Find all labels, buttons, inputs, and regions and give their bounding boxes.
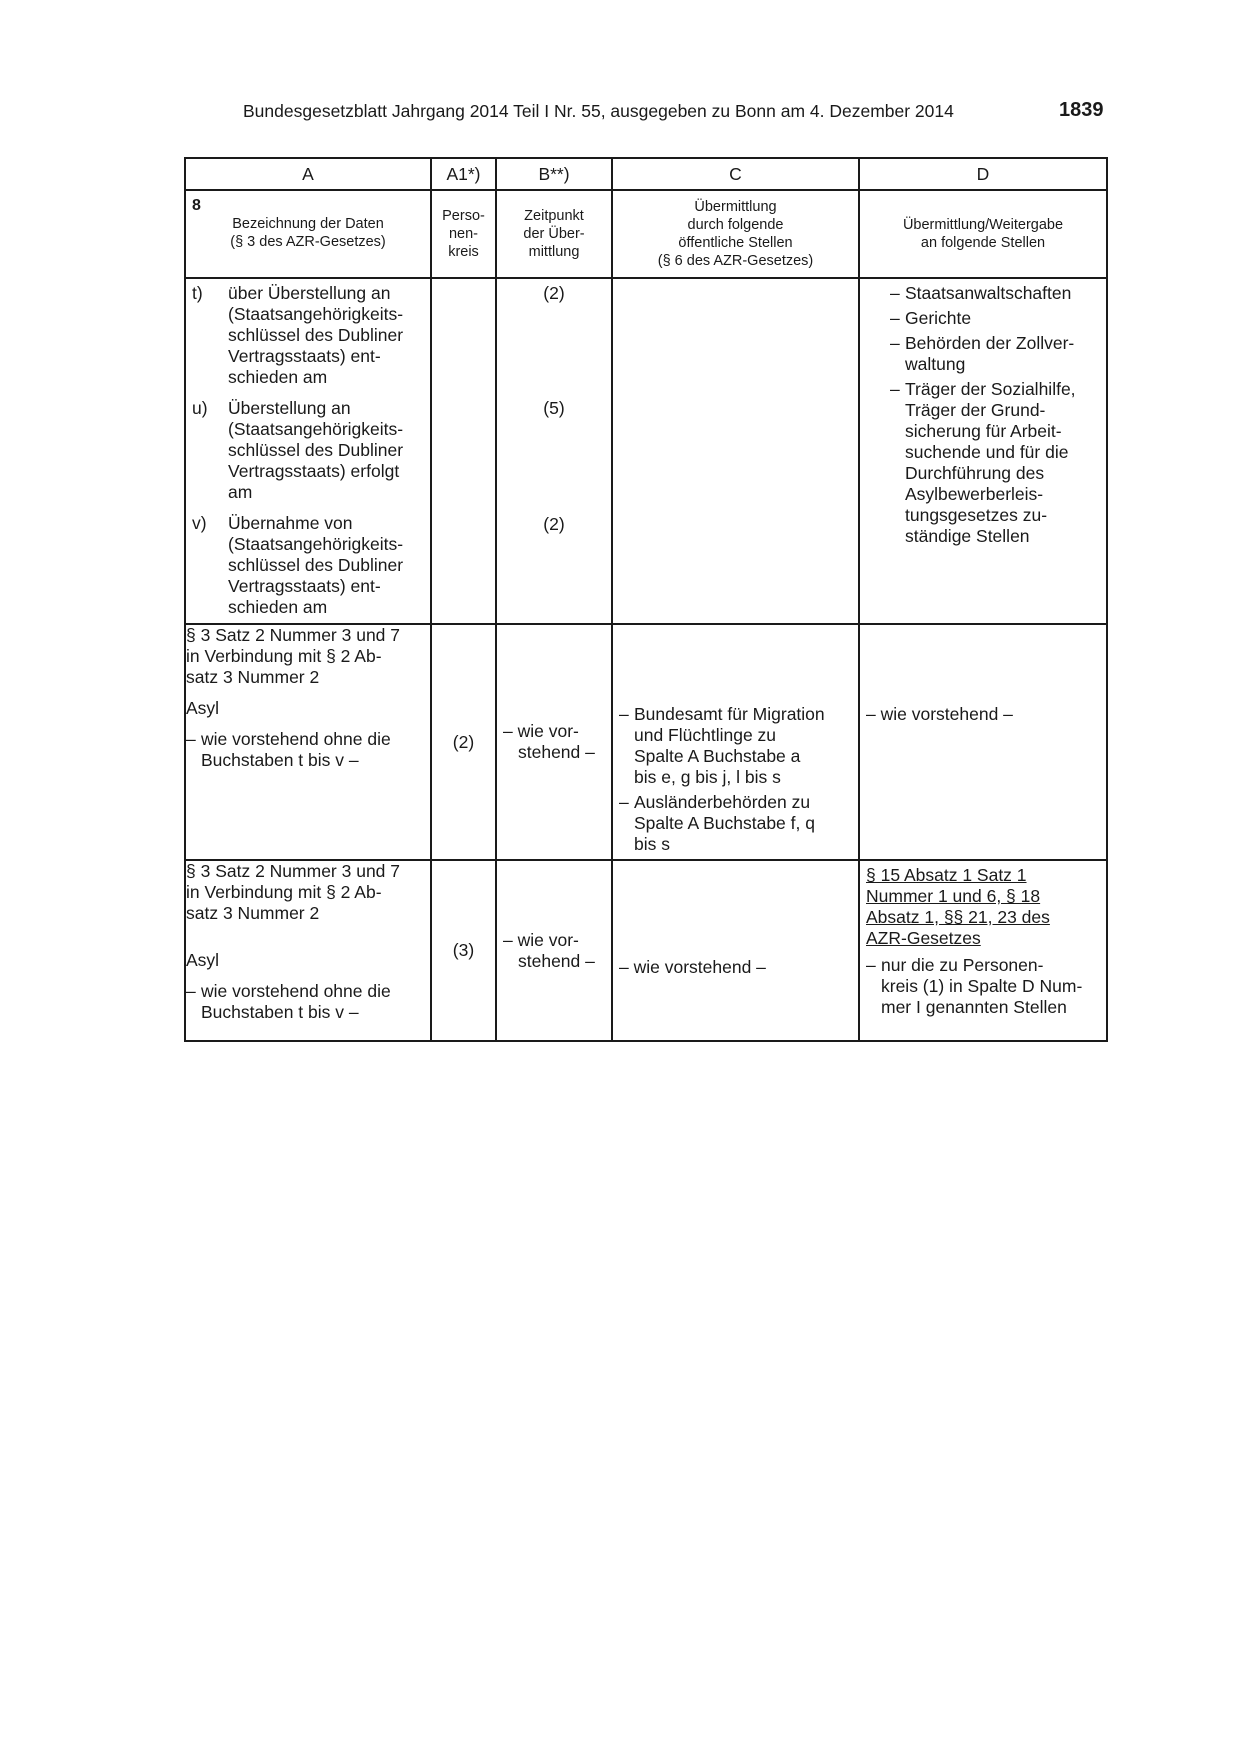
legal-ref-line: § 15 Absatz 1 Satz 1 bbox=[866, 865, 1027, 885]
header-c-line: Übermittlung bbox=[694, 199, 777, 215]
header-a1-line: nen- bbox=[448, 226, 479, 242]
header-a-line: Bezeichnung der Daten bbox=[232, 216, 384, 232]
note: – wie vorstehend ohne die Buchstaben t bis v – bbox=[186, 981, 430, 1023]
note-line: Buchstaben t bis v – bbox=[201, 750, 359, 770]
header-a1-line: Perso- bbox=[442, 208, 485, 224]
authority-line: Spalte A Buchstabe a bbox=[634, 746, 801, 766]
row3-col-a1 bbox=[431, 860, 496, 1041]
item-line: schieden am bbox=[228, 367, 328, 387]
column-header-row bbox=[185, 190, 1107, 278]
authority-line: Spalte A Buchstabe f, q bbox=[634, 813, 815, 833]
item-line: Vertragsstaats) erfolgt bbox=[228, 461, 400, 481]
b-line: – wie vor- bbox=[503, 929, 579, 950]
authority-item: – Ausländerbehörden zu Spalte A Buchstabe f, q bis s bbox=[619, 792, 852, 855]
legal-ref-link bbox=[866, 865, 1100, 949]
recipient-line: Behörden der Zollver- bbox=[905, 333, 1075, 353]
legal-ref-line: AZR-Gesetzes bbox=[866, 928, 981, 948]
table-row-t-v bbox=[185, 278, 1107, 624]
person-group: (3) bbox=[452, 940, 475, 960]
recipient-line: Träger der Grund- bbox=[905, 400, 1046, 420]
item-line: Vertragsstaats) ent- bbox=[228, 346, 381, 366]
row1-col-b bbox=[496, 278, 612, 624]
same-as-above: – wie vorstehend – bbox=[866, 704, 1013, 724]
same-as-above: – wie vorstehend – bbox=[619, 957, 766, 977]
table-row-asyl-3 bbox=[185, 860, 1107, 1041]
recipient-line: waltung bbox=[905, 354, 966, 374]
b-line: – wie vor- bbox=[503, 721, 579, 741]
header-c bbox=[612, 190, 859, 278]
row2-col-d bbox=[859, 624, 1107, 860]
recipient-line: ständige Stellen bbox=[905, 526, 1030, 546]
item-label: v) bbox=[192, 513, 207, 533]
running-title: Bundesgesetzblatt Jahrgang 2014 Teil I Nr. 55, ausgegeben zu Bonn am 4. Dezember 2014 bbox=[243, 101, 954, 121]
list-item-u bbox=[186, 398, 430, 503]
person-group: (2) bbox=[452, 731, 475, 752]
item-line: Vertragsstaats) ent- bbox=[228, 576, 381, 596]
item-line: (Staatsangehörigkeits- bbox=[228, 419, 404, 439]
row1-col-d bbox=[859, 278, 1107, 624]
header-b-line: Zeitpunkt bbox=[524, 208, 584, 224]
recipient-item: – Gerichte bbox=[890, 308, 1100, 329]
note: – wie vorstehend ohne die Buchstaben t bis v – bbox=[186, 729, 430, 771]
item-line: schlüssel des Dubliner bbox=[228, 555, 404, 575]
data-table bbox=[184, 157, 1108, 1042]
header-b-line: der Über- bbox=[523, 226, 585, 242]
recipient-item: – Staatsanwaltschaften bbox=[890, 283, 1100, 304]
header-d bbox=[859, 190, 1107, 278]
item-line: Übernahme von bbox=[228, 513, 353, 533]
legal-ref-line: satz 3 Nummer 2 bbox=[186, 903, 320, 923]
recipient-line: Asylbewerberleis- bbox=[905, 484, 1044, 504]
list-item-v bbox=[186, 513, 430, 618]
b-line: stehend – bbox=[518, 742, 595, 762]
item-line: über Überstellung an bbox=[228, 283, 391, 303]
header-b-line: mittlung bbox=[528, 244, 580, 260]
note: – nur die zu Personen- kreis (1) in Spalte D Num- mer I genannten Stellen bbox=[866, 955, 1100, 1018]
category-title: Asyl bbox=[186, 698, 220, 718]
header-d-line: Übermittlung/Weitergabe bbox=[902, 217, 1064, 233]
recipient-line: Staatsanwaltschaften bbox=[905, 283, 1072, 303]
item-label: u) bbox=[192, 398, 208, 418]
item-line: (Staatsangehörigkeits- bbox=[228, 304, 404, 324]
header-b bbox=[496, 190, 612, 278]
table-row-asyl-2 bbox=[185, 624, 1107, 860]
row3-col-d bbox=[859, 860, 1107, 1041]
b-value-v: (2) bbox=[543, 514, 565, 534]
recipient-line: Durchführung des bbox=[905, 463, 1045, 483]
column-letter-a1: A1*) bbox=[431, 158, 496, 190]
recipient-item: – Träger der Sozialhilfe, Träger der Grund- sicherung für Arbeit- suchende und für die Durchführung des Asylbewerberleis- tungsgesetzes zu- ständige Stellen bbox=[890, 379, 1100, 547]
header-d-line: an folgende Stellen bbox=[920, 235, 1046, 251]
note-line: kreis (1) in Spalte D Num- bbox=[881, 976, 1083, 996]
authority-line: bis e, g bis j, l bis s bbox=[634, 767, 781, 787]
row3-col-a bbox=[185, 860, 431, 1041]
row2-col-a bbox=[185, 624, 431, 860]
header-a1-line: kreis bbox=[448, 244, 479, 260]
page-number: 1839 bbox=[1059, 99, 1104, 121]
authority-line: bis s bbox=[634, 834, 670, 854]
authority-item: – Bundesamt für Migration und Flüchtlinge zu Spalte A Buchstabe a bis e, g bis j, l bis s bbox=[619, 704, 852, 788]
row1-col-c bbox=[612, 278, 859, 624]
row2-col-a1 bbox=[431, 624, 496, 860]
header-c-line: durch folgende bbox=[687, 217, 784, 233]
row1-col-a bbox=[185, 278, 431, 624]
recipient-item: – Behörden der Zollver- waltung bbox=[890, 333, 1100, 375]
b-line: stehend – bbox=[518, 950, 595, 971]
item-line: am bbox=[228, 482, 253, 502]
note-line: mer I genannten Stellen bbox=[881, 997, 1067, 1017]
column-letter-row bbox=[185, 158, 1107, 190]
legal-ref-line: § 3 Satz 2 Nummer 3 und 7 bbox=[186, 625, 400, 645]
note-line: nur die zu Personen- bbox=[881, 955, 1044, 975]
legal-ref-line: satz 3 Nummer 2 bbox=[186, 667, 320, 687]
row1-col-a1 bbox=[431, 278, 496, 624]
legal-ref-line: Nummer 1 und 6, § 18 bbox=[866, 886, 1041, 906]
row2-col-c bbox=[612, 624, 859, 860]
legal-ref-line: in Verbindung mit § 2 Ab- bbox=[186, 882, 382, 902]
column-letter-c: C bbox=[612, 158, 859, 190]
section-number: 8 bbox=[192, 197, 201, 214]
list-item-t bbox=[186, 283, 430, 388]
header-c-line: öffentliche Stellen bbox=[678, 235, 793, 251]
authority-line: Ausländerbehörden zu bbox=[634, 792, 811, 812]
item-line: schlüssel des Dubliner bbox=[228, 440, 404, 460]
item-line: schlüssel des Dubliner bbox=[228, 325, 404, 345]
note-line: wie vorstehend ohne die bbox=[201, 729, 391, 749]
item-line: schieden am bbox=[228, 597, 328, 617]
legal-ref-line: Absatz 1, §§ 21, 23 des bbox=[866, 907, 1050, 927]
authority-line: und Flüchtlinge zu bbox=[634, 725, 777, 745]
recipient-line: tungsgesetzes zu- bbox=[905, 505, 1048, 525]
note-line: Buchstaben t bis v – bbox=[201, 1002, 359, 1022]
item-line: Überstellung an bbox=[228, 398, 351, 418]
column-letter-d: D bbox=[859, 158, 1107, 190]
b-value-t: (2) bbox=[543, 283, 565, 303]
header-a1 bbox=[431, 190, 496, 278]
legal-ref-line: § 3 Satz 2 Nummer 3 und 7 bbox=[186, 861, 400, 881]
item-label: t) bbox=[192, 283, 203, 303]
header-a-line: (§ 3 des AZR-Gesetzes) bbox=[230, 234, 386, 250]
recipient-line: Gerichte bbox=[905, 308, 972, 328]
item-line: (Staatsangehörigkeits- bbox=[228, 534, 404, 554]
recipient-line: suchende und für die bbox=[905, 442, 1069, 462]
category-title: Asyl bbox=[186, 950, 220, 970]
header-a bbox=[185, 190, 431, 278]
note-line: wie vorstehend ohne die bbox=[201, 981, 391, 1001]
column-letter-a: A bbox=[185, 158, 431, 190]
column-letter-b: B**) bbox=[496, 158, 612, 190]
header-c-line: (§ 6 des AZR-Gesetzes) bbox=[657, 253, 814, 269]
recipient-line: sicherung für Arbeit- bbox=[905, 421, 1062, 441]
row3-col-b bbox=[496, 860, 612, 1041]
row3-col-c bbox=[612, 860, 859, 1041]
row2-col-b bbox=[496, 624, 612, 860]
authority-line: Bundesamt für Migration bbox=[634, 704, 825, 724]
b-value-u: (5) bbox=[543, 398, 565, 418]
legal-ref-line: in Verbindung mit § 2 Ab- bbox=[186, 646, 382, 666]
recipient-line: Träger der Sozialhilfe, bbox=[905, 379, 1076, 399]
